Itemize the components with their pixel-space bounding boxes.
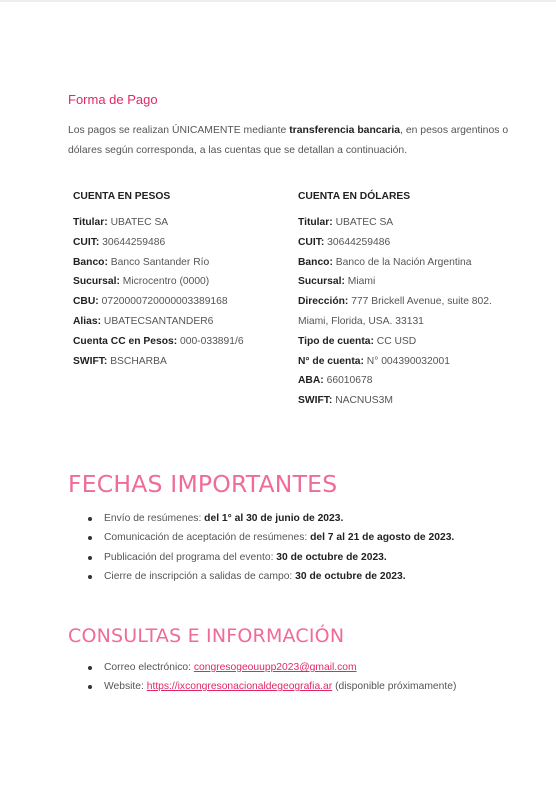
field-value: 30644259486 xyxy=(324,236,391,248)
pesos-row xyxy=(73,312,288,332)
field-value: Banco Santander Río xyxy=(107,256,210,268)
top-border xyxy=(0,0,556,2)
website-label: Website: xyxy=(104,681,147,693)
field-label: Banco: xyxy=(73,256,108,268)
pesos-row xyxy=(73,292,288,312)
dolares-account xyxy=(298,187,528,411)
field-label: Tipo de cuenta: xyxy=(298,335,374,347)
field-value: Microcentro (0000) xyxy=(119,276,210,288)
fechas-title: FECHAS IMPORTANTES xyxy=(68,470,338,498)
field-label: CUIT: xyxy=(298,236,325,248)
fechas-list xyxy=(88,509,528,586)
bullet-icon xyxy=(88,666,92,670)
item-text: Comunicación de aceptación de resúmenes: xyxy=(104,532,311,544)
intro-text-end: , en pesos argentinos o dólares según corresponda, a las cuentas que se detallan a continuación. xyxy=(68,125,509,156)
list-item xyxy=(88,658,528,677)
field-label: ABA: xyxy=(298,375,324,387)
list-item xyxy=(88,528,528,547)
field-value: NACNUS3M xyxy=(332,395,393,407)
field-value: 30644259486 xyxy=(99,236,166,248)
field-label: SWIFT: xyxy=(73,355,108,367)
payment-title: Forma de Pago xyxy=(68,92,158,107)
dolares-row xyxy=(298,391,528,411)
field-value: N° 004390032001 xyxy=(363,355,450,367)
website-link[interactable]: https://ixcongresonacionaldegeografia.ar xyxy=(146,681,333,693)
item-date: del 1° al 30 de junio de 2023. xyxy=(204,513,344,524)
list-item xyxy=(88,548,528,567)
field-value: UBATECSANTANDER6 xyxy=(101,315,214,327)
field-value: UBATEC SA xyxy=(107,217,169,228)
field-label: SWIFT: xyxy=(298,395,333,407)
field-label: CBU: xyxy=(73,296,99,308)
pesos-row xyxy=(73,352,288,372)
item-text: Cierre de inscripción a salidas de campo: xyxy=(104,570,296,582)
consultas-list xyxy=(88,658,528,697)
field-label: Dirección: xyxy=(298,296,349,308)
dolares-heading: CUENTA EN DÓLARES xyxy=(298,191,411,202)
bullet-icon xyxy=(88,536,92,540)
field-label: N° de cuenta: xyxy=(298,355,364,367)
dolares-row xyxy=(298,272,528,292)
field-label: Sucursal: xyxy=(298,276,345,288)
pesos-row xyxy=(73,332,288,352)
intro-text-start: Los pagos se realizan ÚNICAMENTE mediante xyxy=(68,125,290,136)
field-label: Cuenta CC en Pesos: xyxy=(73,335,178,347)
website-note: (disponible próximamente) xyxy=(332,681,457,693)
consultas-title: CONSULTAS E INFORMACIÓN xyxy=(68,625,345,647)
field-value: Banco de la Nación Argentina xyxy=(332,256,472,268)
list-item xyxy=(88,509,528,528)
item-date: 30 de octubre de 2023. xyxy=(276,551,387,563)
field-label: CUIT: xyxy=(73,236,100,248)
bullet-icon xyxy=(88,517,92,521)
field-value: Miami, Florida, USA. 33131 xyxy=(298,315,424,327)
field-value: CC USD xyxy=(373,335,417,347)
email-link[interactable]: congresogeouupp2023@gmail.com xyxy=(193,662,357,673)
dolares-row xyxy=(298,233,528,253)
list-item xyxy=(88,677,528,696)
dolares-row xyxy=(298,352,528,372)
dolares-row xyxy=(298,213,528,233)
item-date: del 7 al 21 de agosto de 2023. xyxy=(310,532,455,544)
field-label: Titular: xyxy=(298,217,333,228)
payment-intro xyxy=(68,121,528,161)
dolares-row xyxy=(298,332,528,352)
intro-bold: transferencia bancaria xyxy=(289,125,401,136)
pesos-row xyxy=(73,253,288,273)
pesos-row xyxy=(73,233,288,253)
pesos-account xyxy=(73,187,288,371)
field-label: Titular: xyxy=(73,217,108,228)
field-value: 000-033891/6 xyxy=(177,335,244,347)
bullet-icon xyxy=(88,685,92,689)
bullet-icon xyxy=(88,575,92,579)
field-label: Sucursal: xyxy=(73,276,120,288)
pesos-row xyxy=(73,272,288,292)
dolares-row xyxy=(298,292,528,312)
pesos-row xyxy=(73,213,288,233)
dolares-row xyxy=(298,253,528,273)
field-label: Banco: xyxy=(298,256,333,268)
email-label: Correo electrónico: xyxy=(104,662,194,673)
item-text: Publicación del programa del evento: xyxy=(104,551,277,563)
dolares-row xyxy=(298,371,528,391)
field-label: Alias: xyxy=(73,315,102,327)
field-value: BSCHARBA xyxy=(107,355,167,367)
item-text: Envío de resúmenes: xyxy=(104,513,205,524)
field-value: Miami xyxy=(344,276,376,288)
pesos-heading: CUENTA EN PESOS xyxy=(73,191,171,202)
list-item xyxy=(88,567,528,586)
field-value: 777 Brickell Avenue, suite 802. xyxy=(348,296,492,308)
dolares-row xyxy=(298,312,528,332)
item-date: 30 de octubre de 2023. xyxy=(295,570,406,582)
field-value: 0720000720000003389168 xyxy=(98,296,228,308)
field-value: UBATEC SA xyxy=(332,217,394,228)
field-value: 66010678 xyxy=(323,375,373,387)
bullet-icon xyxy=(88,556,92,560)
